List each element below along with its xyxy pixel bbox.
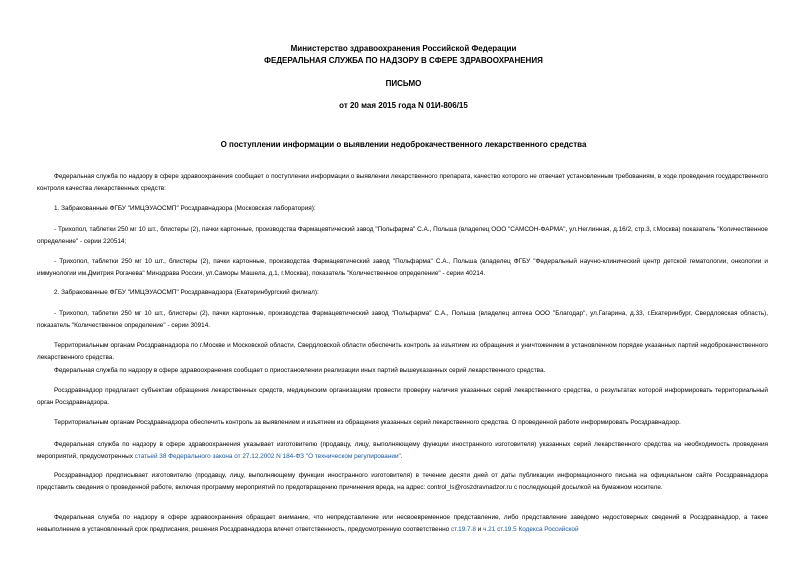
paragraph-territorial-withdrawal: Территориальным органам Росздравнадзора обеспечить контроль за выявлением и изъятием из обращения указанных серий лекарственного средства. О проведенной работе информировать Росздравнадзор. [54,419,681,426]
document-type: ПИСЬМО [385,79,422,88]
paragraph-intro: Федеральная служба по надзору в сфере здравоохранения сообщает о поступлении информации о выявлении лекарственного препарата, качество которого не отвечает установленным требованиям, в ходе проведения государственного контроля качества лекарственных средств: [37,173,768,192]
paragraph-item-40214: - Трихопол, таблетки 250 мг 10 шт., блистеры (2), пачки картонные, производства Фармацевтический завод "Польфарма" С.А., Польша (владелец ФГБУ "Федеральный научно-клинический центр детской гематологии, онкологии и иммунологии им.Дмитрия Рогачева" Минздрава России, ул.Саморы Машела, д.1, г.Москва), показатель "Количественное определение" - серии 40214. [37,258,768,277]
paragraph-territorial-control: Территориальным органам Росздравнадзора по г.Москве и Московской области, Свердловской области обеспечить контроль за изъятием из обращения и уничтожением в установленном порядке указанных партий недоброкачественного лекарственного средства. [37,342,768,361]
paragraph-manufacturer-notice [37,439,768,462]
paragraph-ekaterinburg-lab: 2. Забракованные ФГБУ "ИМЦЭУАОСМП" Росздравнадзора (Екатеринбургский филиал): [54,289,319,296]
paragraph-item-220514: - Трихопол, таблетки 250 мг 10 шт., блистеры (2), пачки картонные, производства Фармацевтический завод "Польфарма" С.А., Польша (владелец ООО "САМСОН-ФАРМА", ул.Неглинная, д.16/2, стр.3, г.Москва) показатель "Количественное определение" - серии 220514; [37,226,768,245]
paragraph-manufacturer-notice-text: Федеральная служба по надзору в сфере здравоохранения указывает изготовителю (продавцу, лицу, выполняющему функции иностранного изготовителя) указанных серий лекарственного средства на необходимость проведения мероприятий, предусмотренных [37,441,768,460]
paragraph-moscow-lab: 1. Забракованные ФГБУ "ИМЦЭУАОСМП" Росздравнадзора (Московская лаборатория): [54,205,316,212]
document-subject: О поступлении информации о выявлении недоброкачественного лекарственного средства [220,140,587,149]
paragraph-manufacturer-notice-end: . [400,452,403,460]
document-date-number: от 20 мая 2015 года N 01И-806/15 [339,101,468,110]
paragraph-liability-text: Федеральная служба по надзору в сфере здравоохранения обращает внимание, что непредставление или несвоевременное представление, либо представление заведомо недостоверных сведений в Росздравнадзор, а также невыполнение в установленный срок предписания, решения Росздравнадзора влечет ответственность, предусмотренную соответственно [37,514,768,533]
law-184-fz-link[interactable]: статьей 38 Федерального закона от 27.12.2002 N 184-ФЗ "О техническом регулировании" [134,452,401,460]
org-service-title: ФЕДЕРАЛЬНАЯ СЛУЖБА ПО НАДЗОРУ В СФЕРЕ ЗДРАВООХРАНЕНИЯ [264,56,543,65]
koap-19-7-8-link[interactable]: ст.19.7.8 [450,525,476,533]
org-ministry-title: Министерство здравоохранения Российской Федерации [290,44,517,53]
paragraph-liability [37,512,768,535]
paragraph-prescription: Росздравнадзор предписывает изготовителю (продавцу, лицу, выполняющему функции иностранного изготовителя) в течение десяти дней от даты публикации информационного письма на официальном сайте Росздравнадзора представить сведения о проведенной работе, включая программу мероприятий по предотвращению причинения вреда, на адрес: control_ls@roszdravnadzor.ru с последующей досылкой на бумажном носителе. [37,472,768,491]
paragraph-inspection-offer: Росздравнадзор предлагает субъектам обращения лекарственных средств, медицинским организациям провести проверку наличия указанных серий лекарственного средства, о результатах которой информировать территориальный орган Росздравнадзора. [37,387,768,406]
paragraph-liability-conjunction: и [475,525,484,533]
paragraph-suspension: Федеральная служба по надзору в сфере здравоохранения сообщает о приостановлении реализации иных партий вышеуказанных серий лекарственного средства. [54,367,546,374]
paragraph-item-30914: - Трихопол, таблетки 250 мг 10 шт., блистеры (2), пачки картонные, производства Фармацевтический завод "Польфарма" С.А., Польша (владелец аптека ООО "Благодар", ул.Гагарина, д.33, г.Екатеринбург, Свердловская область), показатель "Количественное определение" - серии 30914. [37,310,768,329]
koap-19-5-link[interactable]: ч.21 ст.19.5 Кодекса Российской [483,525,579,533]
